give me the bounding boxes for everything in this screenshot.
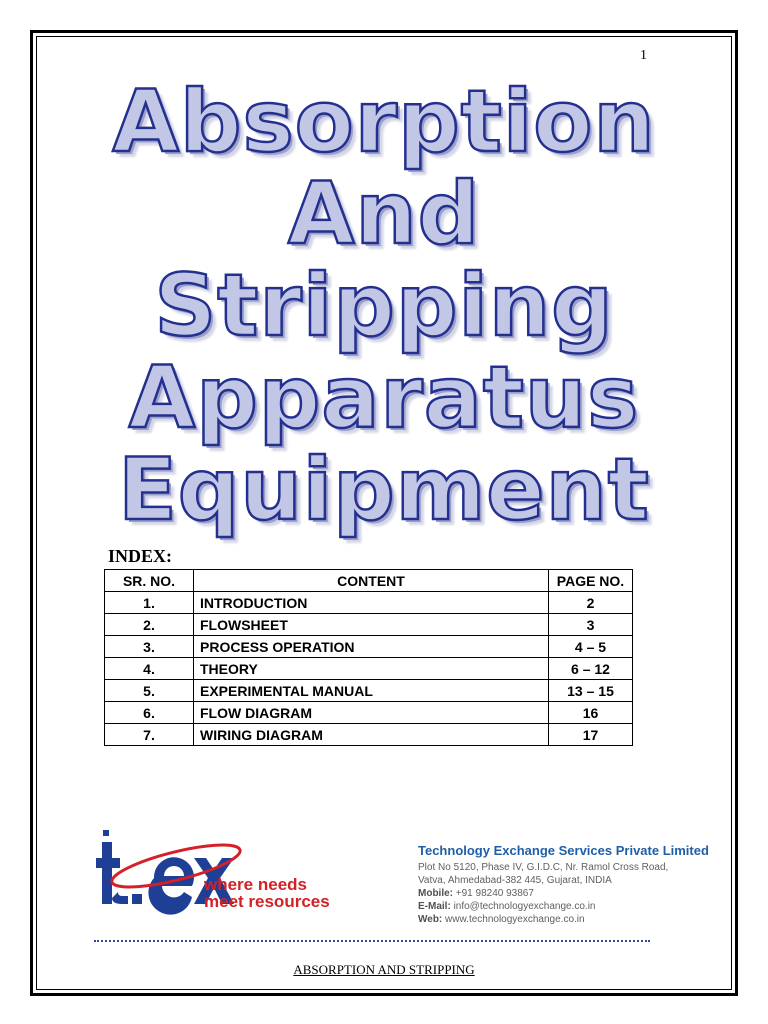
content-cell: INTRODUCTION [194, 592, 549, 614]
page-no-cell: 6 – 12 [549, 658, 633, 680]
content-cell: FLOWSHEET [194, 614, 549, 636]
header-page-no: PAGE NO. [549, 570, 633, 592]
company-mobile [418, 887, 709, 900]
page-no-cell: 16 [549, 702, 633, 724]
email-label: E-Mail: [418, 901, 451, 912]
table-row [105, 680, 633, 702]
content-cell: WIRING DIAGRAM [194, 724, 549, 746]
tagline-line: meet resources [204, 892, 330, 911]
table-row [105, 592, 633, 614]
table-row [105, 636, 633, 658]
sr-no-cell: 6. [105, 702, 194, 724]
page-no-cell: 17 [549, 724, 633, 746]
table-row [105, 702, 633, 724]
content-cell: PROCESS OPERATION [194, 636, 549, 658]
title-line: Stripping [154, 256, 614, 356]
title-line: Absorption [112, 72, 656, 172]
content-cell: THEORY [194, 658, 549, 680]
web-label: Web: [418, 914, 443, 925]
page-footer: ABSORPTION AND STRIPPING [293, 962, 475, 977]
table-row [105, 724, 633, 746]
table-row [105, 614, 633, 636]
table-row [105, 658, 633, 680]
company-info [418, 843, 709, 926]
web-value: www.technologyexchange.co.in [445, 914, 585, 925]
logo-tagline [204, 876, 330, 910]
company-address-line: Plot No 5120, Phase IV, G.I.D.C, Nr. Ramol Cross Road, [418, 862, 669, 873]
title-line: Equipment [118, 440, 650, 540]
title-line: And [287, 164, 481, 264]
page-number: 1 [640, 48, 647, 63]
page-no-cell: 13 – 15 [549, 680, 633, 702]
page-no-cell: 3 [549, 614, 633, 636]
sr-no-cell: 5. [105, 680, 194, 702]
tagline-line: where needs [204, 875, 307, 894]
company-email [418, 900, 709, 913]
content-cell: EXPERIMENTAL MANUAL [194, 680, 549, 702]
title-line: Apparatus [128, 348, 640, 448]
header-content: CONTENT [194, 570, 549, 592]
mobile-value: +91 98240 93867 [455, 888, 534, 899]
company-web [418, 913, 709, 926]
page-no-cell: 2 [549, 592, 633, 614]
table-header-row [105, 570, 633, 592]
sr-no-cell: 3. [105, 636, 194, 658]
index-heading: INDEX: [108, 546, 173, 566]
index-table [104, 569, 633, 746]
sr-no-cell: 2. [105, 614, 194, 636]
sr-no-cell: 1. [105, 592, 194, 614]
company-address-line: Vatva, Ahmedabad-382 445, Gujarat, INDIA [418, 875, 612, 886]
email-value: info@technologyexchange.co.in [453, 901, 596, 912]
sr-no-cell: 4. [105, 658, 194, 680]
header-sr-no: SR. NO. [105, 570, 194, 592]
page-no-cell: 4 – 5 [549, 636, 633, 658]
company-name: Technology Exchange Services Private Limited [418, 843, 709, 858]
content-cell: FLOW DIAGRAM [194, 702, 549, 724]
document-title [60, 72, 708, 540]
dotted-divider [94, 940, 650, 942]
tex-logo [96, 808, 336, 938]
mobile-label: Mobile: [418, 888, 453, 899]
sr-no-cell: 7. [105, 724, 194, 746]
